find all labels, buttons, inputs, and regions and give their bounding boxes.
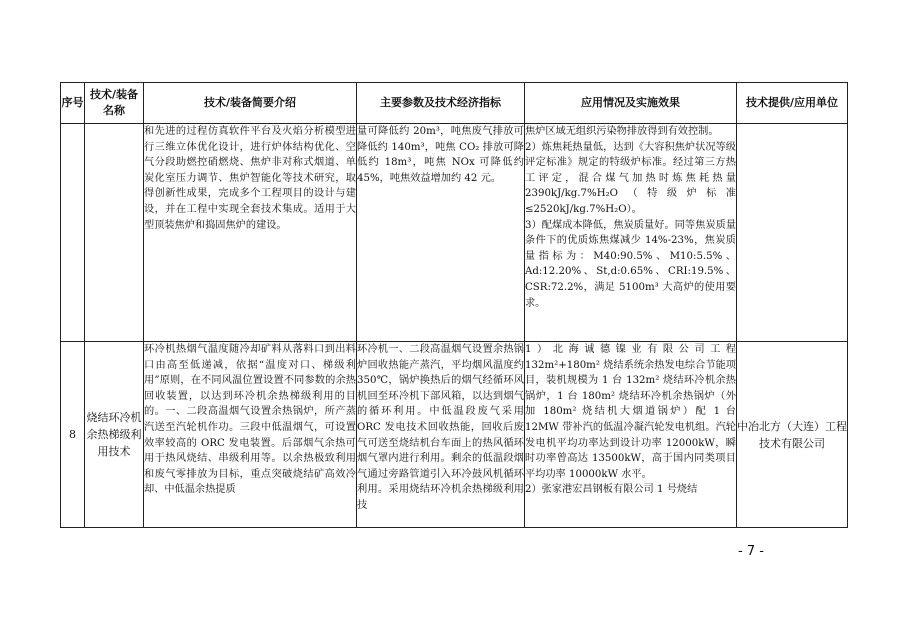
cont-effect-line: 焦炉区域无组织污染物排放得到有效控制。 (525, 126, 719, 137)
row8-effect-line: 2）张家港宏昌钢板有限公司 1 号烧结 (525, 484, 698, 496)
cont-name-cell (85, 124, 144, 342)
row8-effect (525, 342, 737, 528)
header-name: 技术/装备名称 (85, 83, 144, 124)
technology-table (60, 82, 848, 528)
row8-seq: 8 (61, 342, 85, 528)
row8-intro: 环冷机热烟气温度随冷却矿料从落料口到出料口由高至低递减，依据“温度对口、梯级利用”原则，在不同风温位置设置不同参数的余热回收装置，以达到环冷机余热梯级利用的目的。一、二段高温烟气设置余热锅炉，所产蒸汽送至汽轮机作功。三段中低温烟气，可设置效率较高的 ORC 发电装置。后部烟气余热可用于热风烧结、串级利用等。以余热极致利用和废气零排放为目标，重点突破烧结矿高效冷却、中低温余热提质 (144, 342, 357, 528)
cont-effect-line: 3）配煤成本降低，焦炭质量好。同等焦炭质量条件下的优质炼焦煤减少 14%-23%，焦炭质量指标为：M40:90.5%、M10:5.5%、Ad:12.20%、St,d:0.65%、CRI:19.5%、CSR:72.2%，满足 5100m³ 大高炉的使用要求。 (525, 219, 736, 309)
table-row-8 (61, 342, 848, 528)
cont-params-cell: 量可降低约 20m³，吨焦废气排放可降低约 140m³，吨焦 CO₂ 排放可降低约 18m³，吨焦 NOx 可降低约 45%，吨焦效益增加约 42 元。 (357, 124, 525, 342)
row8-provider: 中冶北方（大连）工程技术有限公司 (737, 342, 848, 528)
cont-effect-cell (525, 124, 737, 342)
row8-name: 烧结环冷机余热梯级利用技术 (85, 342, 144, 528)
header-provider: 技术提供/应用单位 (737, 83, 848, 124)
header-params: 主要参数及技术经济指标 (357, 83, 525, 124)
row8-params: 环冷机一、二段高温烟气设置余热锅炉回收热能产蒸汽，平均烟风温度约 350℃，锅炉换热后的烟气经循环风机回至环冷机下部风箱，以达到烟气的循环利用。中低温段废气采用 ORC 发电技术回收热能，回收后废气可送至烧结机台车面上的热风循环烟气罩内进行利用。剩余的低温段烟气通过旁路管道引入环冷鼓风机循环利用。采用烧结环冷机余热梯级利用技 (357, 342, 525, 528)
table-row-continued (61, 124, 848, 342)
cont-provider-cell (737, 124, 848, 342)
row8-effect-line: 1）北海诚德镍业有限公司工程 132m²+180m² 烧结系统余热发电综合节能项目，装机规模为 1 台 132m² 烧结环冷机余热锅炉，1 台 180m² 烧结环冷机余热锅炉（外加 180m² 烧结机大烟道锅炉）配 1 台 12MW 带补汽的低温冷凝汽轮发电机组。汽轮发电机平均功率达到设计功率 12000kW，瞬时功率曾高达 13500kW，高于国内同类项目平均功率 10000kW 水平。 (525, 344, 736, 480)
cont-effect-line: 2）炼焦耗热量低，达到《大容积焦炉状况等级评定标准》规定的特级炉标准。经过第三方热工评定，混合煤气加热时炼焦耗热量 2390kJ/kg.7%H₂O（特级炉标准≤2520kJ/kg.7%H₂O）。 (525, 141, 736, 215)
table-header-row (61, 83, 848, 124)
header-intro: 技术/装备简要介绍 (144, 83, 357, 124)
cont-intro-cell: 和先进的过程仿真软件平台及火焰分析模型进行三维立体优化设计，进行炉体结构优化、空气分段助燃控硝燃烧、焦炉非对称式烟道、单炭化室压力调节、焦炉智能化等技术研究，取得创新性成果，完成多个工程项目的设计与建设，并在工程中实现全套技术集成。适用于大型顶装焦炉和捣固焦炉的建设。 (144, 124, 357, 342)
cont-seq-cell (61, 124, 85, 342)
header-seq: 序号 (61, 83, 85, 124)
header-effect: 应用情况及实施效果 (525, 83, 737, 124)
page-number: - 7 - (738, 544, 764, 559)
